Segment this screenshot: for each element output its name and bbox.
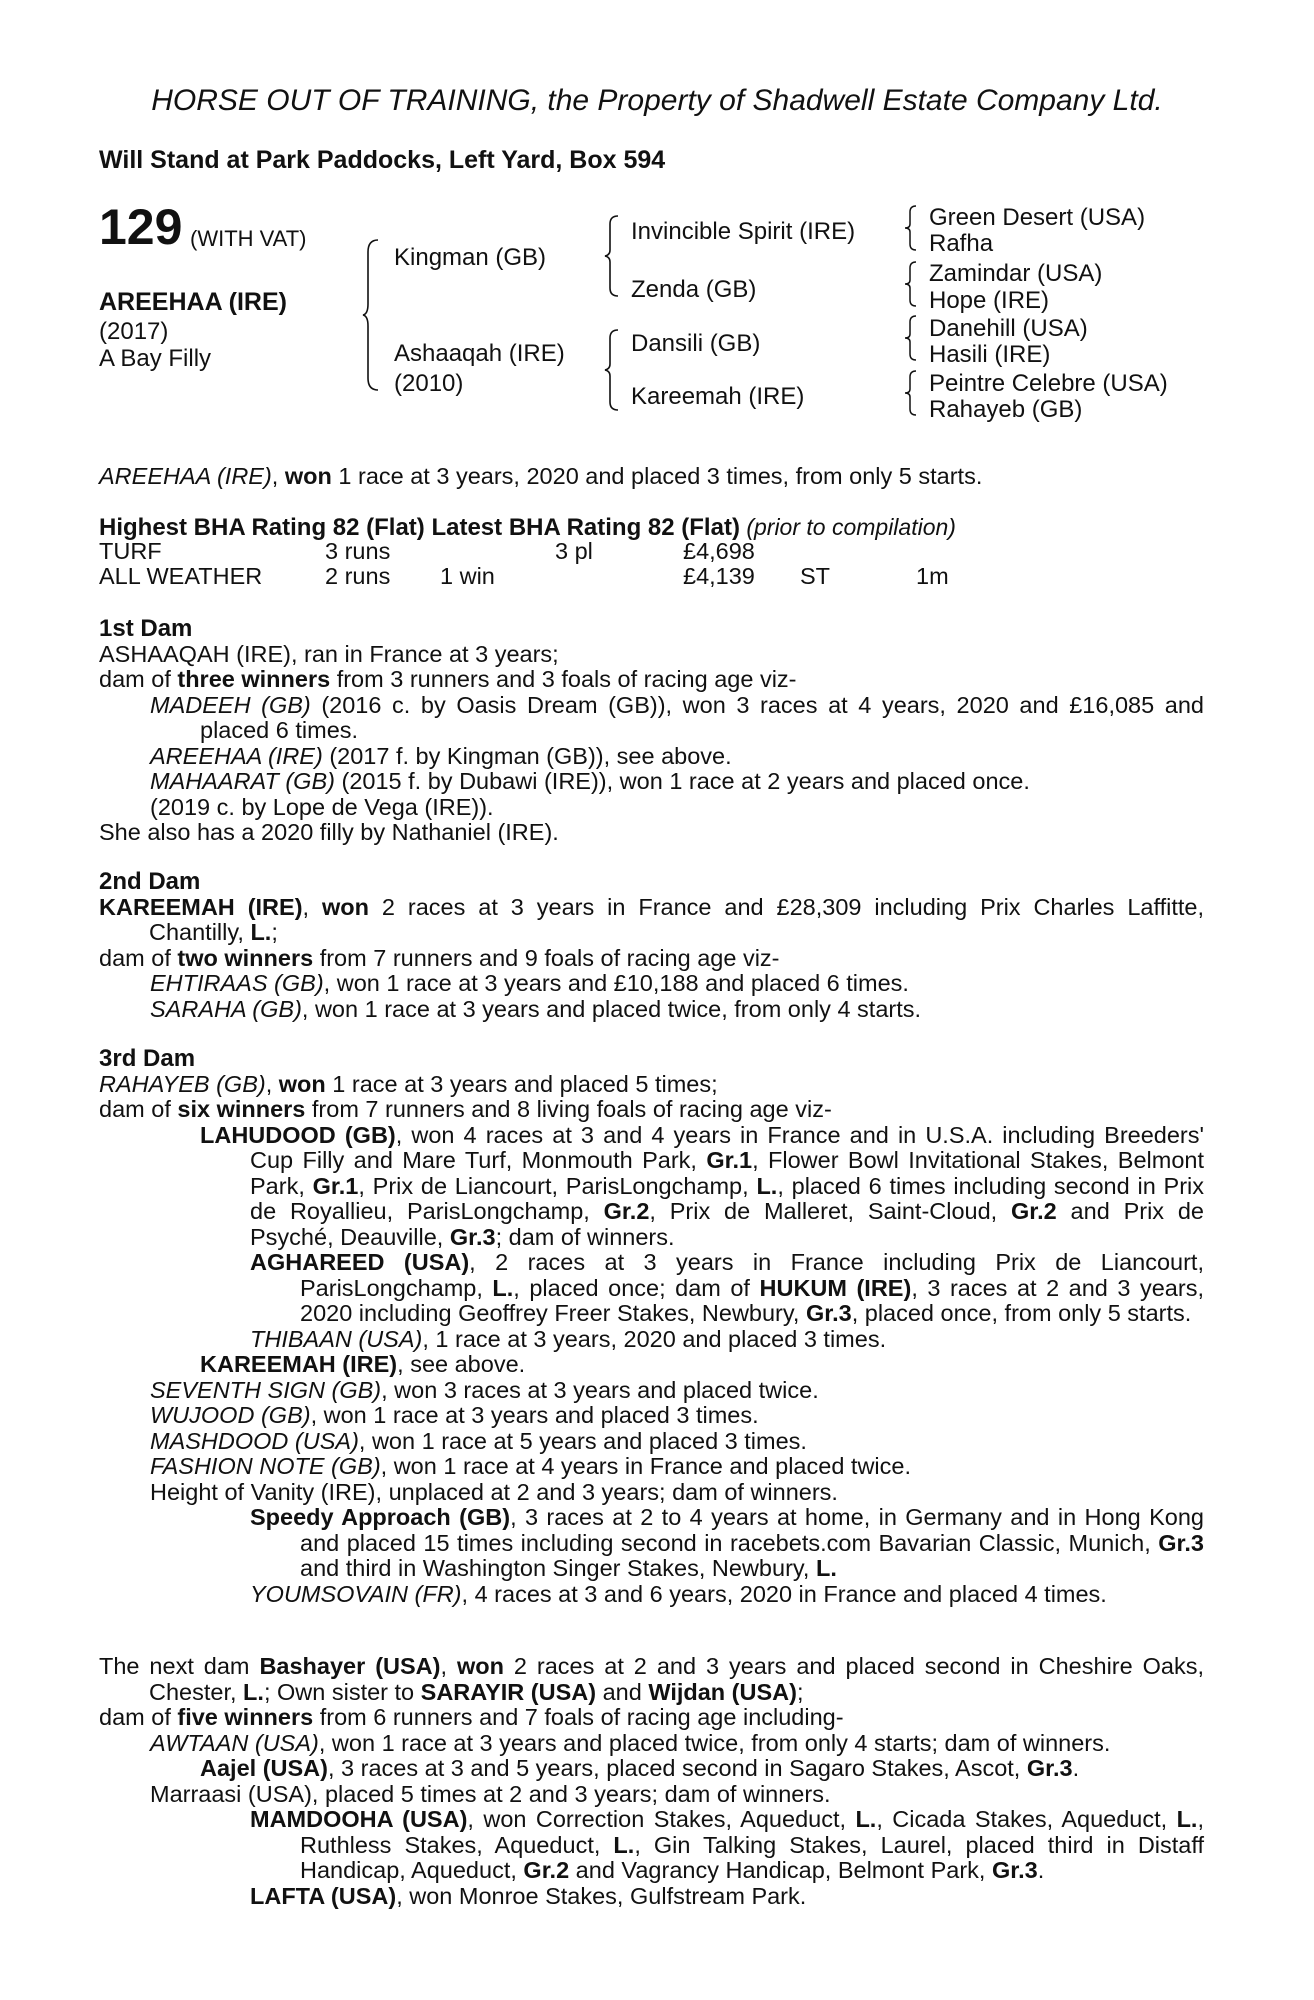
offspring-entry: (2019 c. by Lope de Vega (IRE)). (150, 793, 494, 820)
pedigree-dam-sire: Dansili (GB) (631, 330, 761, 357)
pedigree-dss: Danehill (USA) (929, 315, 1088, 342)
next-dam-line: The next dam Bashayer (USA), won 2 races at 2 and 3 years and placed second in Cheshire Oaks, Chester, L.; Own sister to SARAYIR (USA) and Wijdan (USA); (99, 1653, 1204, 1705)
third-dam-line: RAHAYEB (GB), won 1 race at 3 years and placed 5 times; (99, 1070, 718, 1097)
horse-description: A Bay Filly (99, 345, 212, 372)
offspring-entry: SARAHA (GB), won 1 race at 3 years and placed twice, from only 4 starts. (150, 995, 922, 1022)
pedigree-dsd: Hasili (IRE) (929, 341, 1051, 368)
offspring-entry: AGHAREED (USA), 2 races at 3 years in France including Prix de Liancourt, ParisLongchamp, L., placed once; dam of HUKUM (IRE), 3 races at 2 and 3 years, 2020 including Geoffrey Freer Stakes, Newbury, Gr.3, placed once, from only 5 starts. (250, 1249, 1204, 1326)
third-dam-section (99, 1046, 1204, 1607)
pedigree-brace-main (362, 238, 382, 392)
record-dist-a: ST (800, 563, 831, 589)
offspring-entry: AWTAAN (USA), won 1 race at 3 years and placed twice, from only 4 starts; dam of winners. (150, 1729, 1111, 1756)
first-dam-line: ASHAAQAH (IRE), ran in France at 3 years; (99, 640, 559, 667)
third-dam-heading: 3rd Dam (99, 1045, 196, 1072)
offspring-entry: MADEEH (GB) (2016 c. by Oasis Dream (GB)), won 3 races at 4 years, 2020 and £16,085 and placed 6 times. (150, 691, 1204, 743)
pedigree-brace-dam (604, 328, 622, 412)
record-wins: 1 win (440, 563, 495, 589)
record-runs: 2 runs (325, 563, 391, 589)
vat-note: (WITH VAT) (190, 226, 307, 251)
pedigree-sds: Zamindar (USA) (929, 260, 1103, 287)
offspring-entry: SEVENTH SIGN (GB), won 3 races at 3 years and placed twice. (150, 1376, 819, 1403)
bha-rating: Highest BHA Rating 82 (Flat) Latest BHA Rating 82 (Flat) (prior to compilation) (99, 514, 956, 541)
second-dam-produce: dam of two winners from 7 runners and 9 foals of racing age viz- (99, 944, 780, 971)
pedigree-dam-dam: Kareemah (IRE) (631, 383, 805, 410)
offspring-entry: MAHAARAT (GB) (2015 f. by Dubawi (IRE)), won 1 race at 2 years and placed once. (150, 768, 1030, 794)
offspring-entry: Speedy Approach (GB), 3 races at 2 to 4 years at home, in Germany and in Hong Kong and placed 15 times including second in racebets.com Bavarian Classic, Munich, Gr.3 and third in Washington Singer Stakes, Newbury, L. (250, 1504, 1204, 1581)
race-record-table (99, 539, 1099, 591)
pedigree-sdd: Hope (IRE) (929, 287, 1050, 314)
first-dam-produce: dam of three winners from 3 runners and 3 foals of racing age viz- (99, 666, 797, 692)
first-dam-section (99, 616, 1204, 846)
pedigree-sire: Kingman (GB) (394, 244, 547, 271)
first-dam-note: She also has a 2020 filly by Nathaniel (IRE). (99, 819, 559, 845)
offspring-entry: MAMDOOHA (USA), won Correction Stakes, Aqueduct, L., Cicada Stakes, Aqueduct, L., Ruthless Stakes, Aqueduct, L., Gin Talking Stakes, Laurel, placed third in Distaff Handicap, Aqueduct, Gr.2 and Vagrancy Handicap, Belmont Park, Gr.3. (250, 1806, 1204, 1883)
next-dam-produce: dam of five winners from 6 runners and 7 foals of racing age including- (99, 1704, 844, 1730)
offspring-entry: AREEHAA (IRE) (2017 f. by Kingman (GB)), see above. (150, 742, 732, 769)
horse-name: AREEHAA (IRE) (99, 288, 287, 316)
pedigree-brace-sd (904, 260, 920, 308)
record-money: £4,698 (683, 538, 755, 564)
pedigree-dam: Ashaaqah (IRE) (394, 340, 565, 367)
pedigree-dam-year: (2010) (394, 370, 464, 397)
offspring-entry: EHTIRAAS (GB), won 1 race at 3 years and £10,188 and placed 6 times. (150, 970, 909, 996)
second-dam-section (99, 869, 1204, 1022)
pedigree-sss: Green Desert (USA) (929, 204, 1146, 231)
pedigree-sire-sire: Invincible Spirit (IRE) (631, 218, 856, 245)
offspring-entry: Aajel (USA), 3 races at 3 and 5 years, placed second in Sagaro Stakes, Ascot, Gr.3. (200, 1755, 1080, 1781)
next-dam-section (99, 1654, 1204, 1909)
pedigree-ddd: Rahayeb (GB) (929, 396, 1083, 423)
offspring-entry: MASHDOOD (USA), won 1 race at 5 years and placed 3 times. (150, 1427, 807, 1454)
record-dist-b: 1m (916, 563, 949, 589)
offspring-entry: Marraasi (USA), placed 5 times at 2 and 3 years; dam of winners. (150, 1780, 831, 1807)
page-title: HORSE OUT OF TRAINING, the Property of Shadwell Estate Company Ltd. (151, 84, 1163, 117)
pedigree-dds: Peintre Celebre (USA) (929, 370, 1168, 397)
horse-year: (2017) (99, 318, 169, 345)
offspring-entry: WUJOOD (GB), won 1 race at 3 years and placed 3 times. (150, 1402, 759, 1428)
pedigree-ssd: Rafha (929, 230, 994, 257)
pedigree-brace-sire (604, 214, 622, 298)
record-runs: 3 runs (325, 538, 391, 564)
record-money: £4,139 (683, 563, 755, 589)
offspring-entry: LAFTA (USA), won Monroe Stakes, Gulfstream Park. (250, 1882, 807, 1909)
offspring-entry: KAREEMAH (IRE), see above. (200, 1351, 526, 1377)
lot-number: 129 (99, 199, 183, 255)
second-dam-line: KAREEMAH (IRE), won 2 races at 3 years in France and £28,309 including Prix Charles Laffitte, Chantilly, L.; (99, 893, 1204, 945)
first-dam-heading: 1st Dam (99, 615, 193, 642)
second-dam-heading: 2nd Dam (99, 868, 201, 895)
record-surface: ALL WEATHER (99, 563, 263, 589)
pedigree-brace-ss (904, 204, 920, 252)
third-dam-produce: dam of six winners from 7 runners and 8 living foals of racing age viz- (99, 1096, 832, 1122)
pedigree-brace-dd (904, 369, 920, 417)
offspring-entry: FASHION NOTE (GB), won 1 race at 4 years in France and placed twice. (150, 1453, 911, 1479)
offspring-entry: LAHUDOOD (GB), won 4 races at 3 and 4 years in France and in U.S.A. including Breeders' Cup Filly and Mare Turf, Monmouth Park, Gr.1, Flower Bowl Invitational Stakes, Belmont Park, Gr.1, Prix de Liancourt, ParisLongchamp, L., placed 6 times including second in Prix de Royallieu, ParisLongchamp, Gr.2, Prix de Malleret, Saint-Cloud, Gr.2 and Prix de Psyché, Deauville, Gr.3; dam of winners. (200, 1121, 1204, 1250)
stand-location: Will Stand at Park Paddocks, Left Yard, Box 594 (99, 146, 666, 174)
pedigree-sire-dam: Zenda (GB) (631, 276, 757, 303)
race-summary: AREEHAA (IRE), won 1 race at 3 years, 2020 and placed 3 times, from only 5 starts. (99, 463, 983, 489)
offspring-entry: Height of Vanity (IRE), unplaced at 2 and 3 years; dam of winners. (150, 1478, 838, 1505)
offspring-entry: THIBAAN (USA), 1 race at 3 years, 2020 and placed 3 times. (250, 1325, 887, 1352)
record-surface: TURF (99, 538, 162, 564)
pedigree-brace-ds (904, 314, 920, 362)
offspring-entry: YOUMSOVAIN (FR), 4 races at 3 and 6 years, 2020 in France and placed 4 times. (250, 1580, 1107, 1607)
record-placed: 3 pl (555, 538, 593, 564)
